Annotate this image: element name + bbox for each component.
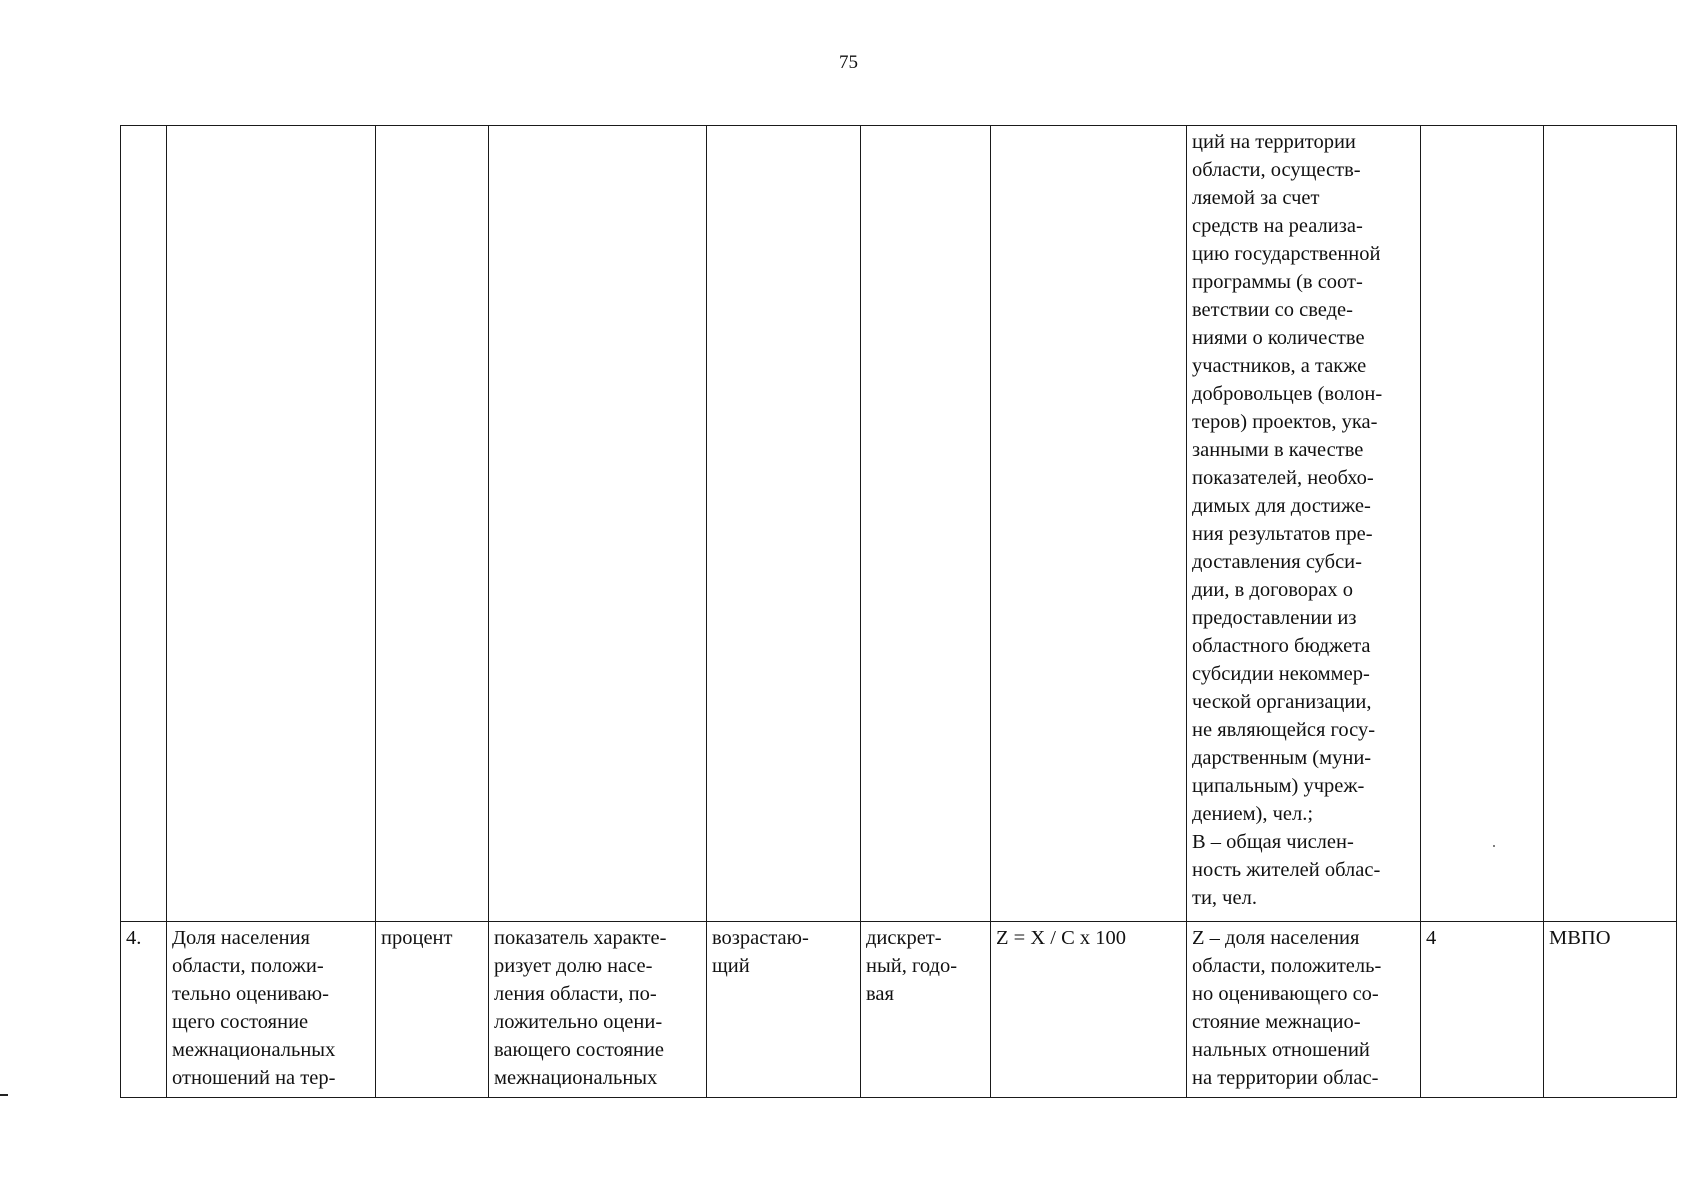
- cell-name-empty: [167, 126, 376, 922]
- cell-unit-empty: [376, 126, 489, 922]
- cell-variables: Z – доля населения области, положитель- но оценивающего со- стояние межнацио- нальных отношений на территории облас-: [1187, 922, 1421, 1098]
- cell-definition-empty: [489, 126, 707, 922]
- table-row-4: [121, 922, 1677, 1098]
- cell-dynamics-empty: [707, 126, 861, 922]
- cell-periodicity: дискрет- ный, годо- вая: [861, 922, 991, 1098]
- indicator-table: [120, 125, 1677, 1098]
- page-number: 75: [839, 52, 858, 73]
- cell-responsible: МВПО: [1544, 922, 1677, 1098]
- cell-number: 4.: [121, 922, 167, 1098]
- cell-variables-continued: ций на территории области, осуществ- ляемой за счет средств на реализа- цию государственной программы (в соот- ветствии со сведе- ниями о количестве участников, а также добровольцев (волон- теров) проектов, ука- занными в качестве показателей, необхо- димых для достиже- ния результатов пре- доставления субси- дии, в договорах о предоставлении из областного бюджета субсидии некоммер- ческой организации, не являющейся госу- дарственным (муни- ципальным) учреж- дением), чел.; В – общая числен- ность жителей облас- ти, чел.: [1187, 126, 1421, 922]
- cell-definition: показатель характе- ризует долю насе- ления области, по- ложительно оцени- вающего состояние межнациональных: [489, 922, 707, 1098]
- cell-formula: Z = X / C x 100: [991, 922, 1187, 1098]
- cell-unit: процент: [376, 922, 489, 1098]
- table-row-continued: [121, 126, 1677, 922]
- cell-number-empty: [121, 126, 167, 922]
- cell-periodicity-empty: [861, 126, 991, 922]
- cell-responsible-empty: [1544, 126, 1677, 922]
- cell-dynamics: возрастаю- щий: [707, 922, 861, 1098]
- cell-name: Доля населения области, положи- тельно оцениваю- щего состояние межнациональных отношений на тер-: [167, 922, 376, 1098]
- cell-source-empty: [1421, 126, 1544, 922]
- cell-formula-empty: [991, 126, 1187, 922]
- scan-edge-mark: [0, 1094, 8, 1096]
- scan-speck: [1493, 845, 1495, 847]
- cell-source-code: 4: [1421, 922, 1544, 1098]
